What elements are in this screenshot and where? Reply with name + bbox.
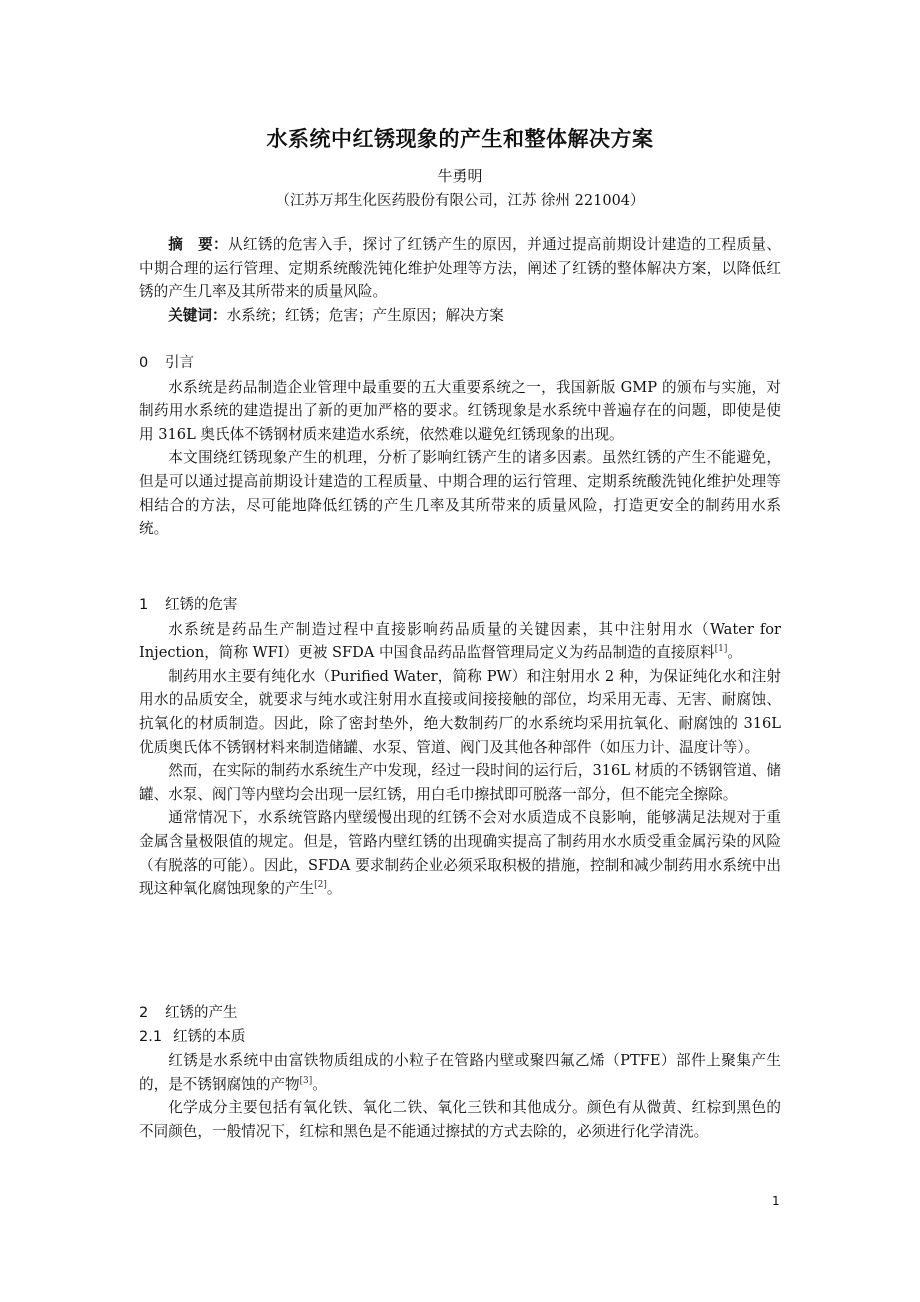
paragraph-tail: 。 <box>326 880 342 898</box>
paragraph: 化学成分主要包括有氧化铁、氧化二铁、氧化三铁和其他成分。颜色有从微黄、红棕到黑色的不同颜色，一般情况下，红棕和黑色是不能通过擦拭的方式去除的，必须进行化学清洗。 <box>139 1099 781 1140</box>
section-heading <box>139 352 781 376</box>
section-1 <box>139 594 781 901</box>
section-title: 引言 <box>165 355 194 371</box>
abstract-block <box>139 233 781 327</box>
keywords-paragraph <box>139 304 781 328</box>
paragraph: 水系统是药品制造企业管理中最重要的五大重要系统之一，我国新版 GMP 的颁布与实施，对制药用水系统的建造提出了新的更加严格的要求。红锈现象是水系统中普遍存在的问题，即使是使用 316L 奥氏体不锈钢材质来建造水系统，依然难以避免红锈现象的出现。 <box>139 378 781 443</box>
section-0 <box>139 352 781 541</box>
paragraph-tail: 。 <box>312 1075 327 1093</box>
keywords-text: 水系统；红锈；危害；产生原因；解决方案 <box>226 306 504 324</box>
subsection-number: 2.1 <box>139 1028 163 1045</box>
section-number: 1 <box>139 597 149 613</box>
paragraph <box>139 618 781 665</box>
section-number: 2 <box>139 1005 149 1021</box>
paragraph-tail: 。 <box>727 644 742 662</box>
section-heading <box>139 594 781 618</box>
paragraph: 本文围绕红锈现象产生的机理，分析了影响红锈产生的诸多因素。虽然红锈的产生不能避免，但是可以通过提高前期设计建造的工程质量、中期合理的运行管理、定期系统酸洗钝化维护处理等相结合的方法，尽可能地降低红锈的产生几率及其所带来的质量风险，打造更安全的制药用水系统。 <box>139 449 781 538</box>
keywords-label: 关键词： <box>168 306 227 324</box>
section-number: 0 <box>139 355 149 371</box>
section-2 <box>139 1002 781 1144</box>
page-number: 1 <box>772 1194 780 1208</box>
paragraph <box>139 1049 781 1096</box>
paragraph-text: 通常情况下，水系统管路内壁缓慢出现的红锈不会对水质造成不良影响，能够满足法规对于重金属含量极限值的规定。但是，管路内壁红锈的出现确实提高了制药用水水质受重金属污染的风险（有脱落的可能）。因此，SFDA 要求制药企业必须采取积极的措施，控制和减少制药用水系统中出现这种氧化腐蚀现象的产生 <box>139 809 781 898</box>
author-name: 牛勇明 <box>437 167 483 185</box>
paper-title: 水系统中红锈现象的产生和整体解决方案 <box>266 127 654 151</box>
author-affiliation: （江苏万邦生化医药股份有限公司，江苏 徐州 221004） <box>275 193 645 209</box>
citation-ref: [2] <box>314 880 327 891</box>
paragraph <box>139 806 781 900</box>
abstract-text: 从红锈的危害入手，探讨了红锈产生的原因，并通过提高前期设计建造的工程质量、中期合理的运行管理、定期系统酸洗钝化维护处理等方法，阐述了红锈的整体解决方案，以降低红锈的产生几率及其所带来的质量风险。 <box>139 236 781 301</box>
abstract-label: 摘 要： <box>168 236 229 253</box>
abstract-paragraph <box>139 233 781 304</box>
section-heading <box>139 1002 781 1026</box>
paragraph: 然而，在实际的制药水系统生产中发现，经过一段时间的运行后，316L 材质的不锈钢管道、储罐、水泵、阀门等内壁均会出现一层红锈，用白毛巾擦拭即可脱落一部分，但不能完全擦除。 <box>139 762 781 803</box>
paragraph-text: 红锈是水系统中由富铁物质组成的小粒子在管路内壁或聚四氟乙烯（PTFE）部件上聚集产生的，是不锈钢腐蚀的产物 <box>139 1052 781 1093</box>
subsection-title: 红锈的本质 <box>173 1028 246 1045</box>
subsection-heading <box>139 1026 781 1050</box>
citation-ref: [3] <box>299 1075 313 1086</box>
paragraph-text: 水系统是药品生产制造过程中直接影响药品质量的关键因素，其中注射用水（Water for Injection，简称 WFI）更被 SFDA 中国食品药品监督管理局定义为药品制造的直接原料 <box>139 620 781 662</box>
citation-ref: [1] <box>714 644 728 655</box>
section-title: 红锈的产生 <box>165 1005 238 1021</box>
paragraph: 制药用水主要有纯化水（Purified Water，简称 PW）和注射用水 2 种，为保证纯化水和注射用水的品质安全，就要求与纯水或注射用水直接或间接接触的部位，均采用无毒、无害、耐腐蚀、抗氧化的材质制造。因此，除了密封垫外，绝大数制药厂的水系统均采用抗氧化、耐腐蚀的 316L 优质奥氏体不锈钢材料来制造储罐、水泵、管道、阀门及其他各种部件（如压力计、温度计等）。 <box>139 667 781 756</box>
section-title: 红锈的危害 <box>165 597 238 613</box>
